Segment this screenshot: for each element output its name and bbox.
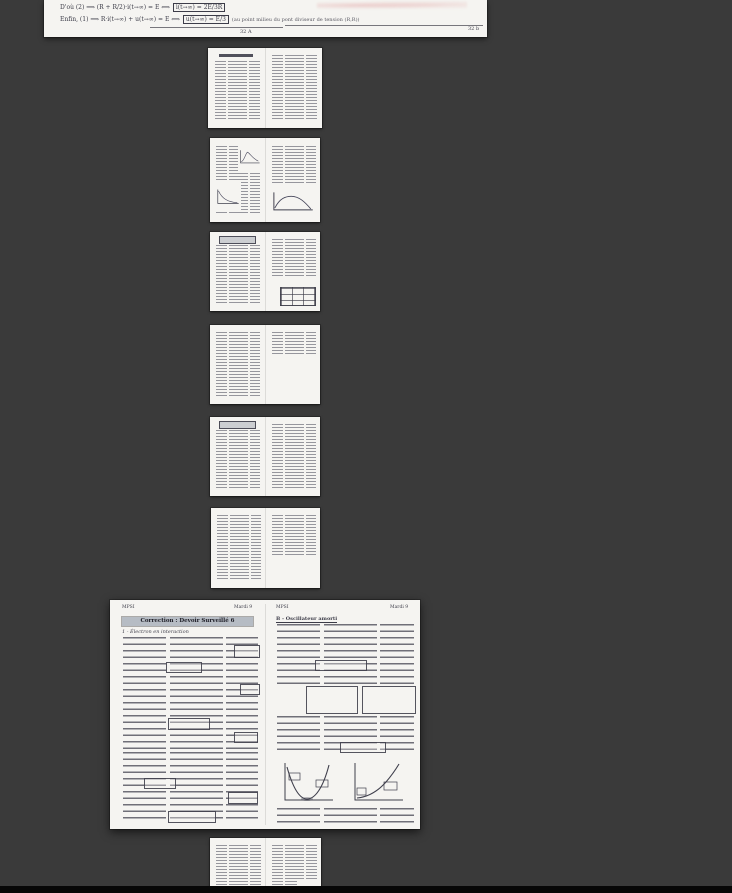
text-texture [214,245,260,304]
page-thumbnail-5[interactable] [210,417,320,496]
boxed-result: i(t→∞) = 2E/3R [173,3,225,12]
text-texture [270,332,316,356]
page-number-right: 32 b [468,26,480,32]
page-thumbnail-7[interactable] [210,838,321,893]
right-page [265,508,320,588]
page-thumbnail-3[interactable] [210,232,320,311]
boxed-formula [315,660,367,671]
text-texture [270,424,316,489]
right-page [265,48,323,128]
formula-texture [274,624,414,684]
graph-potential-well [276,758,338,806]
boxed-formula [340,742,386,753]
grading-marks [317,1,467,10]
formula-texture [274,808,414,824]
page-footer-rule-right [285,25,483,26]
page-footer-rule-left [150,27,283,28]
boxed-formula [240,684,260,695]
boxed-formula [166,662,202,673]
thumb-heading [219,54,253,57]
text-texture [270,515,315,557]
left-page [211,508,265,588]
boxed-formula [168,811,216,823]
text-texture [214,430,260,489]
two-page-spread [210,838,321,893]
page-thumbnail-6[interactable] [211,508,320,588]
left-page [210,232,265,311]
text-texture [270,239,316,276]
formula-line-1 [60,3,228,12]
two-page-spread [211,508,320,588]
boxed-formula [234,645,260,658]
page-header-left: MPSI [276,605,289,610]
page-spread-large[interactable] [110,600,420,829]
thumb-graph-decay [215,182,240,212]
boxed-formula [144,778,176,789]
spread-gutter [265,604,266,825]
text-texture [215,515,260,581]
boxed-formula [168,718,210,730]
thumb-graph-peak [238,143,261,172]
right-page [265,838,321,893]
left-page [210,417,265,496]
text-texture [270,55,317,121]
section-heading-a: 1 - Électron en interaction [122,629,189,635]
graph-rising-curve [346,758,408,806]
right-page [265,325,321,404]
page-spread-top[interactable] [44,0,487,37]
two-page-spread [210,417,320,496]
text-texture [214,332,260,397]
page-header-date: Mardi 9 [390,605,409,610]
left-page [210,325,265,404]
thumb-graph-hill [270,187,315,217]
two-page-spread [210,325,320,404]
right-page [265,138,321,222]
right-page [265,417,321,496]
left-page [208,48,265,128]
boxed-formula-system [306,686,358,714]
formula-text: D'où (2) ⟹ (R + R/2)·i(t→∞) = E ⟺ [60,4,170,11]
page-thumbnail-4[interactable] [210,325,320,404]
page-thumbnail-1[interactable] [208,48,322,128]
thumb-heading-box [219,421,256,429]
text-texture [213,61,260,121]
left-page [210,838,265,893]
right-page [265,232,321,311]
boxed-formula [234,732,258,743]
two-page-spread [208,48,322,128]
page-number-left: 32 A [240,29,252,35]
boxed-formula-system [362,686,416,714]
thumb-table [280,287,316,306]
correction-title-bar: Correction : Devoir Surveillé 6 [122,617,253,626]
bottom-bar [0,886,732,893]
boxed-result: u(t→∞) = E/3 [183,15,229,24]
page-header-date: Mardi 9 [234,605,253,610]
formula-line-2 [60,15,359,24]
two-page-spread [210,138,320,222]
two-page-spread [210,232,320,311]
page-header-left: MPSI [122,605,135,610]
section-heading-b: B - Oscillateur amorti [276,616,338,622]
formula-text: Enfin, (1) ⟹ R·i(t→∞) + u(t→∞) = E ⟺ [60,16,180,23]
text-texture [270,146,316,186]
left-page [210,138,265,222]
page-thumbnail-2[interactable] [210,138,320,222]
thumb-heading-box [219,236,256,244]
boxed-formula [228,792,258,804]
formula-note: (au point milieu du pont diviseur de tension (R,R)) [231,17,360,23]
